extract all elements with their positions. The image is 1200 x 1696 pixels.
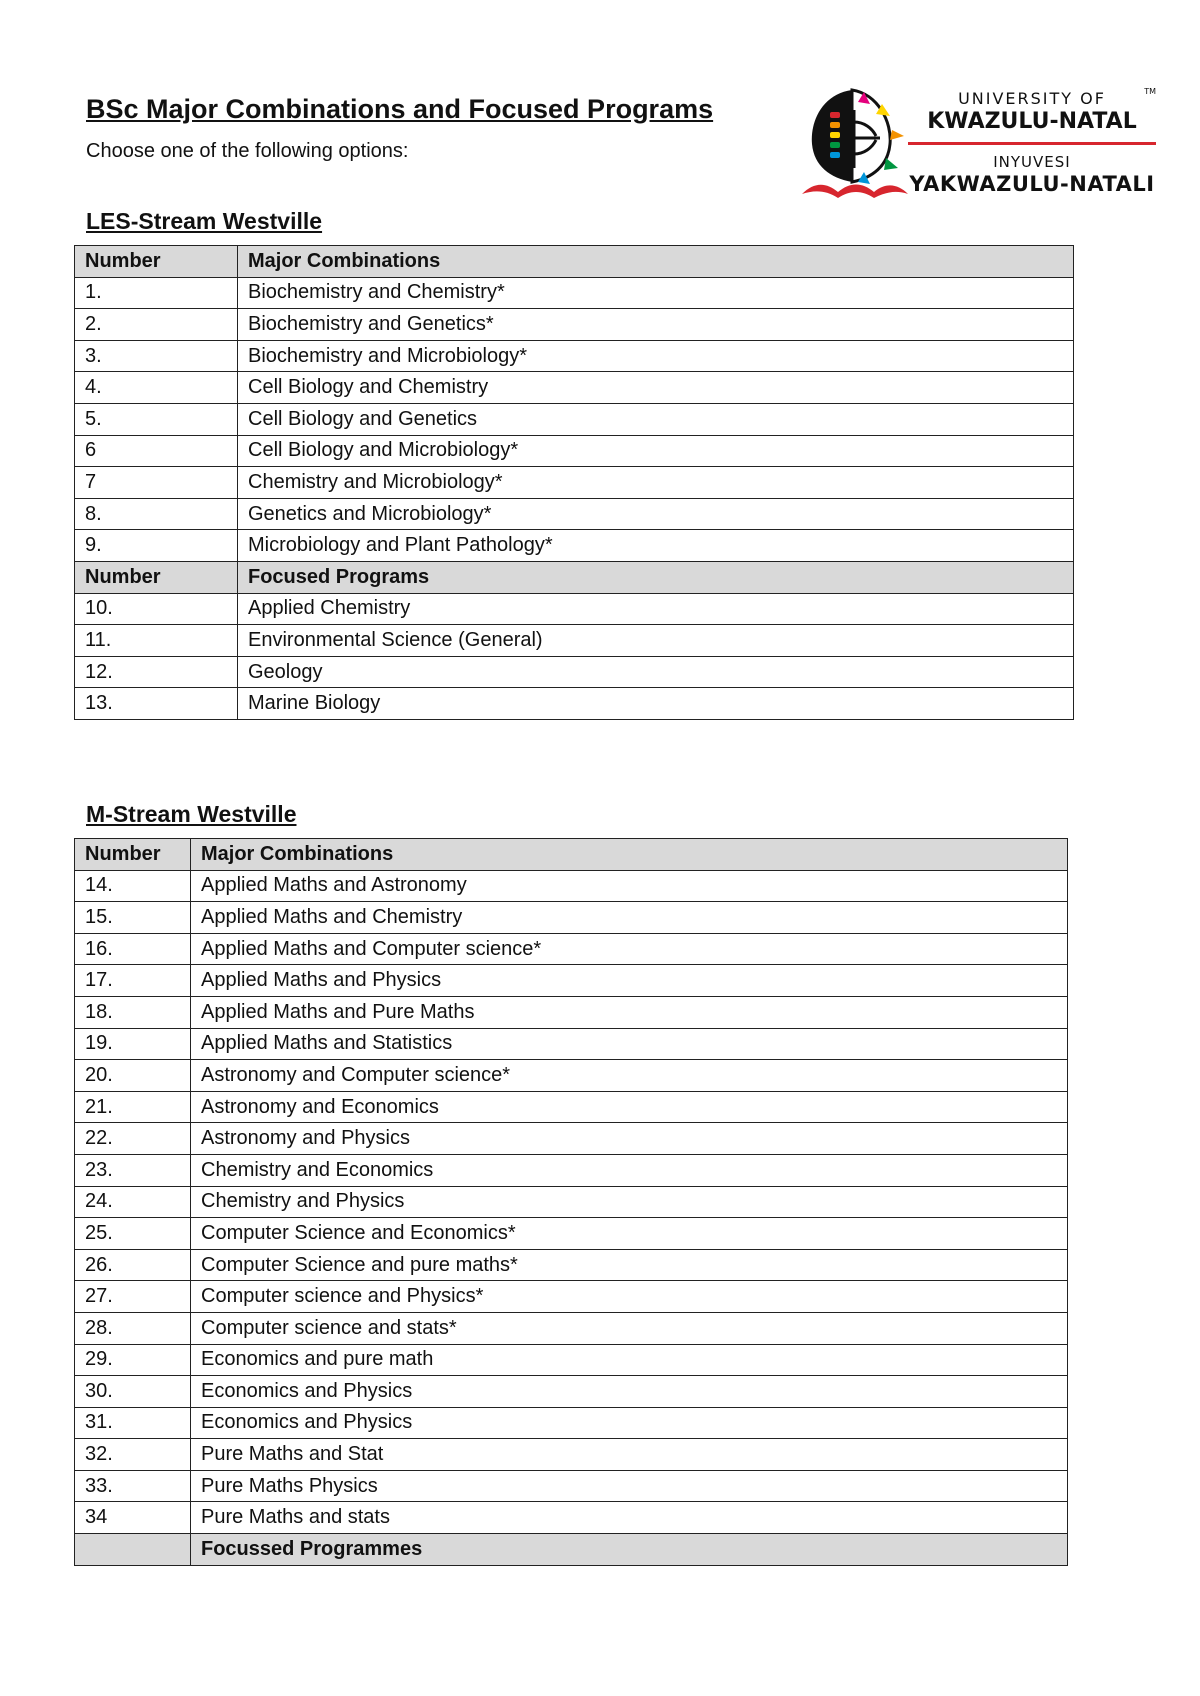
table-row	[75, 1376, 1068, 1408]
table-row	[75, 1249, 1068, 1281]
program-name-cell: Pure Maths and stats	[191, 1502, 1068, 1534]
program-name-cell: Astronomy and Economics	[191, 1091, 1068, 1123]
number-cell: 24.	[75, 1186, 191, 1218]
table-row	[75, 403, 1074, 435]
program-name-cell: Economics and Physics	[191, 1376, 1068, 1408]
les-stream-table	[74, 245, 1074, 720]
table-row	[75, 625, 1074, 657]
table-header-row	[75, 561, 1074, 593]
program-name-cell: Pure Maths and Stat	[191, 1439, 1068, 1471]
table-row	[75, 965, 1068, 997]
table-row	[75, 933, 1068, 965]
program-name-cell: Computer science and stats*	[191, 1312, 1068, 1344]
m-stream-table	[74, 838, 1068, 1566]
program-name-cell: Cell Biology and Chemistry	[238, 372, 1074, 404]
program-name-cell: Economics and pure math	[191, 1344, 1068, 1376]
table-row	[75, 435, 1074, 467]
table-row	[75, 1470, 1068, 1502]
page-subtitle: Choose one of the following options:	[86, 140, 409, 162]
number-cell: 1.	[75, 277, 238, 309]
program-name-cell: Computer Science and Economics*	[191, 1218, 1068, 1250]
program-name-cell: Applied Maths and Chemistry	[191, 902, 1068, 934]
program-name-cell: Chemistry and Physics	[191, 1186, 1068, 1218]
header-number-cell	[75, 1534, 191, 1566]
program-name-cell: Computer Science and pure maths*	[191, 1249, 1068, 1281]
program-name-cell: Computer science and Physics*	[191, 1281, 1068, 1313]
les-stream-table-body	[75, 246, 1074, 720]
program-name-cell: Microbiology and Plant Pathology*	[238, 530, 1074, 562]
number-cell: 28.	[75, 1312, 191, 1344]
les-stream-heading: LES-Stream Westville	[86, 208, 323, 234]
program-name-cell: Pure Maths Physics	[191, 1470, 1068, 1502]
program-name-cell: Biochemistry and Genetics*	[238, 309, 1074, 341]
program-name-cell: Cell Biology and Genetics	[238, 403, 1074, 435]
program-name-cell: Economics and Physics	[191, 1407, 1068, 1439]
number-cell: 2.	[75, 309, 238, 341]
number-cell: 11.	[75, 625, 238, 657]
number-cell: 32.	[75, 1439, 191, 1471]
program-name-cell: Applied Maths and Computer science*	[191, 933, 1068, 965]
program-name-cell: Chemistry and Economics	[191, 1154, 1068, 1186]
table-row	[75, 996, 1068, 1028]
number-cell: 9.	[75, 530, 238, 562]
table-row	[75, 372, 1074, 404]
table-row	[75, 1186, 1068, 1218]
program-name-cell: Applied Maths and Statistics	[191, 1028, 1068, 1060]
header-title-cell: Focussed Programmes	[191, 1534, 1068, 1566]
program-name-cell: Biochemistry and Chemistry*	[238, 277, 1074, 309]
number-cell: 10.	[75, 593, 238, 625]
table-row	[75, 1218, 1068, 1250]
table-row	[75, 656, 1074, 688]
table-row	[75, 1281, 1068, 1313]
table-row	[75, 870, 1068, 902]
number-cell: 3.	[75, 340, 238, 372]
table-row	[75, 1439, 1068, 1471]
logo-divider	[908, 142, 1156, 145]
program-name-cell: Cell Biology and Microbiology*	[238, 435, 1074, 467]
table-row	[75, 309, 1074, 341]
logo-line-1: UNIVERSITY OF	[958, 89, 1106, 108]
number-cell: 29.	[75, 1344, 191, 1376]
number-cell: 26.	[75, 1249, 191, 1281]
program-name-cell: Applied Chemistry	[238, 593, 1074, 625]
table-header-row	[75, 246, 1074, 278]
table-header-row	[75, 1534, 1068, 1566]
number-cell: 12.	[75, 656, 238, 688]
table-row	[75, 1344, 1068, 1376]
table-row	[75, 902, 1068, 934]
program-name-cell: Marine Biology	[238, 688, 1074, 720]
header-number-cell: Number	[75, 839, 191, 871]
table-header-row	[75, 839, 1068, 871]
logo-wordmark	[908, 82, 1156, 197]
program-name-cell: Genetics and Microbiology*	[238, 498, 1074, 530]
number-cell: 17.	[75, 965, 191, 997]
trademark-mark: TM	[1144, 87, 1156, 96]
number-cell: 21.	[75, 1091, 191, 1123]
number-cell: 18.	[75, 996, 191, 1028]
table-row	[75, 1028, 1068, 1060]
logo-line-4: YAKWAZULU-NATALI	[909, 172, 1155, 196]
header-title-cell: Focused Programs	[238, 561, 1074, 593]
table-row	[75, 1060, 1068, 1092]
table-row	[75, 1123, 1068, 1155]
table-row	[75, 530, 1074, 562]
number-cell: 25.	[75, 1218, 191, 1250]
header-title-cell: Major Combinations	[191, 839, 1068, 871]
table-row	[75, 593, 1074, 625]
number-cell: 13.	[75, 688, 238, 720]
program-name-cell: Environmental Science (General)	[238, 625, 1074, 657]
program-name-cell: Astronomy and Computer science*	[191, 1060, 1068, 1092]
table-row	[75, 277, 1074, 309]
number-cell: 20.	[75, 1060, 191, 1092]
number-cell: 23.	[75, 1154, 191, 1186]
logo-line-2: KWAZULU-NATAL	[927, 109, 1137, 134]
table-row	[75, 467, 1074, 499]
number-cell: 33.	[75, 1470, 191, 1502]
table-row	[75, 1154, 1068, 1186]
number-cell: 15.	[75, 902, 191, 934]
header-number-cell: Number	[75, 561, 238, 593]
number-cell: 4.	[75, 372, 238, 404]
header-title-cell: Major Combinations	[238, 246, 1074, 278]
number-cell: 22.	[75, 1123, 191, 1155]
program-name-cell: Geology	[238, 656, 1074, 688]
number-cell: 14.	[75, 870, 191, 902]
program-name-cell: Biochemistry and Microbiology*	[238, 340, 1074, 372]
number-cell: 5.	[75, 403, 238, 435]
table-row	[75, 498, 1074, 530]
number-cell: 7	[75, 467, 238, 499]
number-cell: 31.	[75, 1407, 191, 1439]
number-cell: 19.	[75, 1028, 191, 1060]
number-cell: 8.	[75, 498, 238, 530]
table-row	[75, 1091, 1068, 1123]
table-row	[75, 1502, 1068, 1534]
m-stream-table-body	[75, 839, 1068, 1566]
program-name-cell: Applied Maths and Pure Maths	[191, 996, 1068, 1028]
program-name-cell: Applied Maths and Physics	[191, 965, 1068, 997]
table-row	[75, 340, 1074, 372]
program-name-cell: Chemistry and Microbiology*	[238, 467, 1074, 499]
m-stream-heading: M-Stream Westville	[86, 801, 297, 827]
logo-emblem-icon	[800, 82, 910, 202]
table-row	[75, 1407, 1068, 1439]
number-cell: 6	[75, 435, 238, 467]
program-name-cell: Applied Maths and Astronomy	[191, 870, 1068, 902]
number-cell: 27.	[75, 1281, 191, 1313]
number-cell: 16.	[75, 933, 191, 965]
number-cell: 30.	[75, 1376, 191, 1408]
page-title: BSc Major Combinations and Focused Programs	[86, 94, 714, 124]
table-row	[75, 688, 1074, 720]
university-logo	[800, 82, 1155, 202]
table-row	[75, 1312, 1068, 1344]
logo-line-3: INYUVESI	[993, 153, 1071, 171]
header-number-cell: Number	[75, 246, 238, 278]
number-cell: 34	[75, 1502, 191, 1534]
program-name-cell: Astronomy and Physics	[191, 1123, 1068, 1155]
